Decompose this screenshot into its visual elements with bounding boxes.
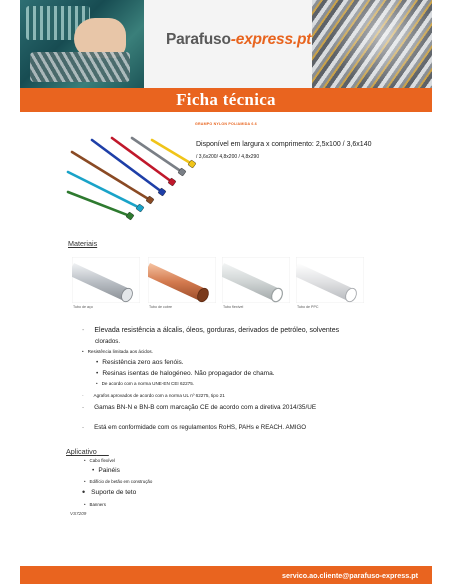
material-caption: Tubo de aço bbox=[73, 305, 93, 309]
screws-photo bbox=[312, 0, 432, 88]
material-caption: Tubo de cobre bbox=[149, 305, 173, 309]
property-text: Agrafos aprovados de acordo com a norma UL nº 62275, tipo 21 bbox=[93, 393, 225, 398]
product-code: VS7209 bbox=[70, 511, 87, 516]
bullet-icon: • bbox=[96, 359, 99, 366]
application-item bbox=[92, 467, 120, 474]
bullet-icon: • bbox=[96, 381, 98, 386]
applications-heading: Aplicativo___ bbox=[66, 447, 109, 456]
property-item bbox=[82, 424, 306, 431]
property-item bbox=[82, 349, 153, 354]
contact-email-link[interactable]: servico.ao.cliente@parafuso-express.pt bbox=[281, 570, 418, 580]
application-item bbox=[84, 479, 152, 484]
ppc-tube-image bbox=[296, 257, 364, 303]
bullet-icon: • bbox=[84, 479, 86, 484]
cable-tie bbox=[68, 192, 134, 220]
bullet-icon: • bbox=[92, 467, 95, 474]
application-item bbox=[84, 458, 115, 463]
product-subtitle: GRAMPO NYLON POLIAMIDA 6.6 bbox=[195, 122, 257, 126]
availability-line-1: Disponível em largura x comprimento: 2,5x100 / 3,6x140 bbox=[196, 141, 372, 148]
bullet-icon: • bbox=[84, 458, 86, 463]
bullet-icon: • bbox=[82, 349, 84, 354]
document-page bbox=[20, 0, 432, 584]
cable-ties-image bbox=[64, 134, 196, 222]
property-text: Está em conformidade com os regulamentos RoHS, PAHs e REACH. AMIGO bbox=[94, 424, 307, 431]
footer-banner bbox=[20, 566, 432, 584]
cable-tie bbox=[152, 140, 196, 168]
property-item bbox=[96, 370, 275, 377]
materials-heading: Materiais bbox=[68, 239, 98, 248]
availability-line-2: / 3,6x200/ 4,8x200 / 4,8x290 bbox=[196, 154, 260, 160]
copper-tube-image bbox=[148, 257, 216, 303]
property-text: clorados. bbox=[95, 338, 121, 345]
dash-bullet-icon: - bbox=[82, 327, 85, 334]
bullet-icon: • bbox=[84, 502, 86, 507]
application-text: Cabo flexível bbox=[89, 458, 115, 463]
property-item bbox=[95, 338, 120, 345]
application-item bbox=[84, 502, 106, 507]
application-text: Edifício de betão em construção bbox=[89, 479, 153, 484]
property-item bbox=[82, 327, 339, 334]
property-text: De acordo com a norma UNE-EN CEI 62275. bbox=[101, 381, 195, 386]
property-text: Resistência zero aos fenóis. bbox=[102, 359, 184, 366]
application-text: Banners bbox=[89, 502, 106, 507]
property-text: Elevada resistência a álcalis, óleos, gorduras, derivados de petróleo, solventes bbox=[94, 327, 340, 334]
logo-text-part1: Parafuso bbox=[166, 31, 231, 48]
dash-bullet-icon: - bbox=[82, 424, 85, 431]
application-text: Painéis bbox=[98, 467, 120, 474]
bolts-graphic bbox=[30, 52, 130, 82]
bullet-icon: • bbox=[96, 370, 99, 377]
application-text: Suporte de teto bbox=[91, 489, 137, 496]
brand-logo bbox=[166, 31, 311, 49]
dash-bullet-icon: - bbox=[82, 404, 85, 411]
flexible-tube-image bbox=[222, 257, 290, 303]
property-text: Gamas BN-N e BN-B com marcação CE de acordo com a diretiva 2014/35/UE bbox=[94, 404, 317, 411]
property-text: Resinas isentas de halogéneo. Não propagador de chama. bbox=[102, 370, 275, 377]
dash-bullet-icon: - bbox=[82, 393, 84, 398]
title-banner bbox=[20, 88, 432, 112]
property-item bbox=[96, 359, 184, 366]
material-caption: Tubo de PPC bbox=[297, 305, 319, 309]
application-item bbox=[82, 489, 136, 496]
bullet-icon: • bbox=[82, 487, 86, 497]
property-item bbox=[82, 404, 316, 411]
property-item bbox=[82, 393, 225, 398]
page-title: Ficha técnica bbox=[176, 90, 276, 109]
material-caption: Tubo flexível bbox=[223, 305, 244, 309]
workshop-photo bbox=[20, 0, 144, 88]
steel-tube-image bbox=[72, 257, 140, 303]
header-banner bbox=[20, 0, 432, 88]
logo-text-part2: -express.pt bbox=[230, 31, 312, 48]
property-text: Resistência limitada aos ácidos. bbox=[87, 349, 153, 354]
property-item bbox=[96, 381, 194, 386]
